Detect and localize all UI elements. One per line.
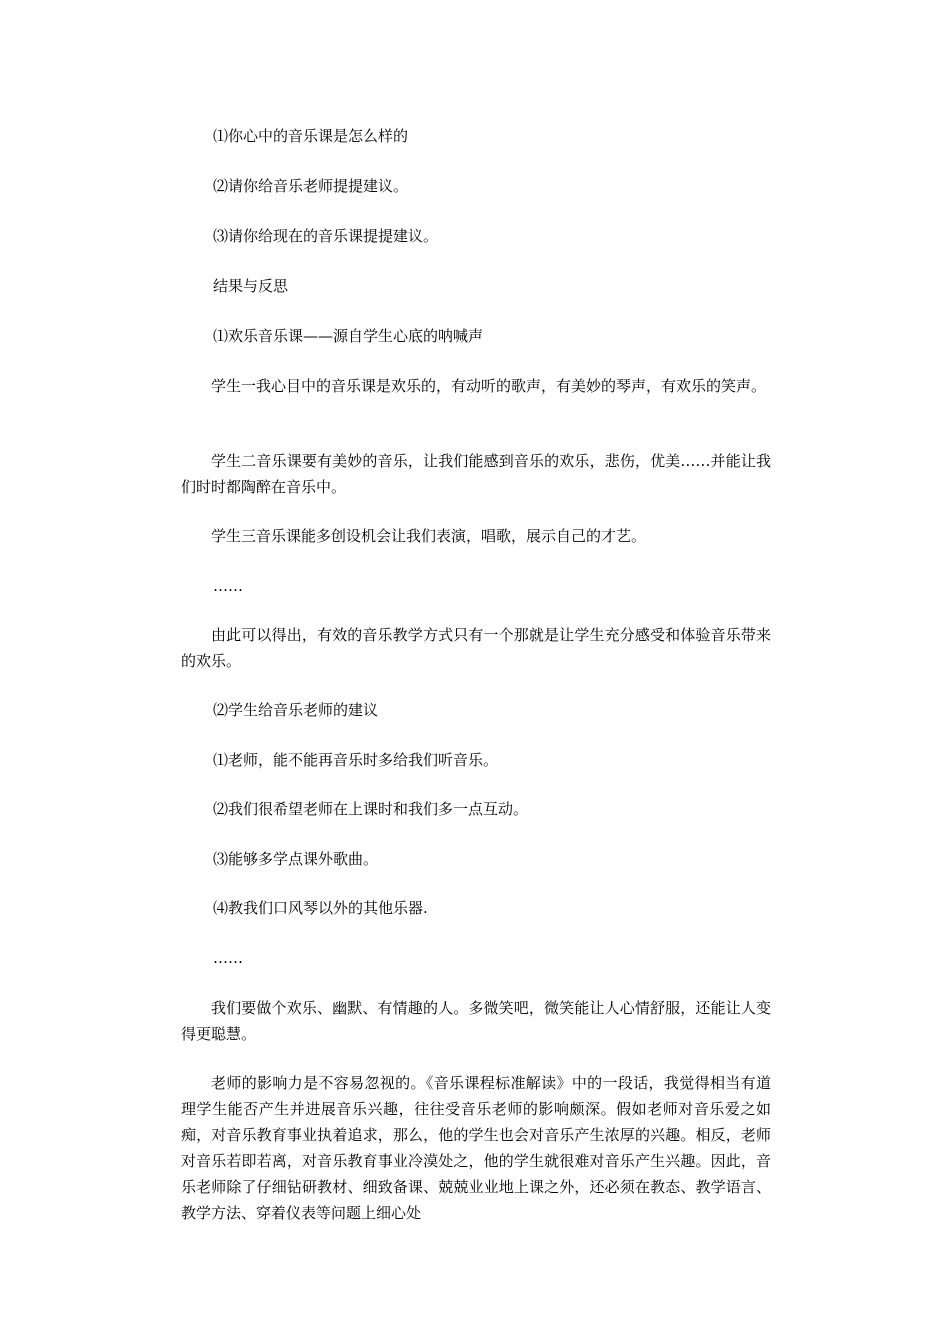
suggestion-4: ⑷教我们口风琴以外的其他乐器. [213, 899, 428, 917]
subheading-happy-music-class: ⑴欢乐音乐课——源自学生心底的呐喊声 [213, 327, 484, 345]
student-one-paragraph: 学生一我心目中的音乐课是欢乐的，有动听的歌声，有美妙的琴声，有欢乐的笑声。 [211, 377, 767, 395]
ellipsis-2: …… [213, 949, 243, 967]
suggestion-3: ⑶能够多学点课外歌曲。 [213, 850, 379, 868]
section-heading-results: 结果与反思 [213, 277, 289, 295]
student-two-paragraph: 学生二音乐课要有美妙的音乐，让我们能感到音乐的欢乐，悲伤，优美……并能让我们时时都陶醉在音乐中。 [181, 452, 771, 496]
question-1: ⑴你心中的音乐课是怎么样的 [213, 127, 409, 145]
teacher-influence-paragraph: 老师的影响力是不容易忽视的。《音乐课程标准解读》中的一段话，我觉得相当有道理学生能否产生并进展音乐兴趣，往往受音乐老师的影响颇深。假如老师对音乐爱之如痴，对音乐教育事业执着追求，那么，他的学生也会对音乐产生浓厚的兴趣。相反，老师对音乐若即若离，对音乐教育事业冷漠处之，他的学生就很难对音乐产生兴趣。因此，音乐老师除了仔细钻研教材、细致备课、兢兢业业地上课之外，还必须在教态、教学语言、教学方法、穿着仪表等问题上细心处 [181, 1074, 771, 1222]
question-3: ⑶请你给现在的音乐课提提建议。 [213, 227, 439, 245]
suggestion-1: ⑴老师，能不能再音乐时多给我们听音乐。 [213, 751, 499, 769]
conclusion-paragraph: 由此可以得出，有效的音乐教学方式只有一个那就是让学生充分感受和体验音乐带来的欢乐。 [181, 626, 771, 670]
smile-paragraph: 我们要做个欢乐、幽默、有情趣的人。多微笑吧，微笑能让人心情舒服，还能让人变得更聪慧。 [181, 999, 771, 1043]
ellipsis-1: …… [213, 577, 243, 595]
question-2: ⑵请你给音乐老师提提建议。 [213, 177, 409, 195]
student-three-paragraph: 学生三音乐课能多创设机会让我们表演，唱歌，展示自己的才艺。 [211, 527, 647, 545]
subheading-suggestions: ⑵学生给音乐老师的建议 [213, 701, 379, 719]
suggestion-2: ⑵我们很希望老师在上课时和我们多一点互动。 [213, 800, 529, 818]
